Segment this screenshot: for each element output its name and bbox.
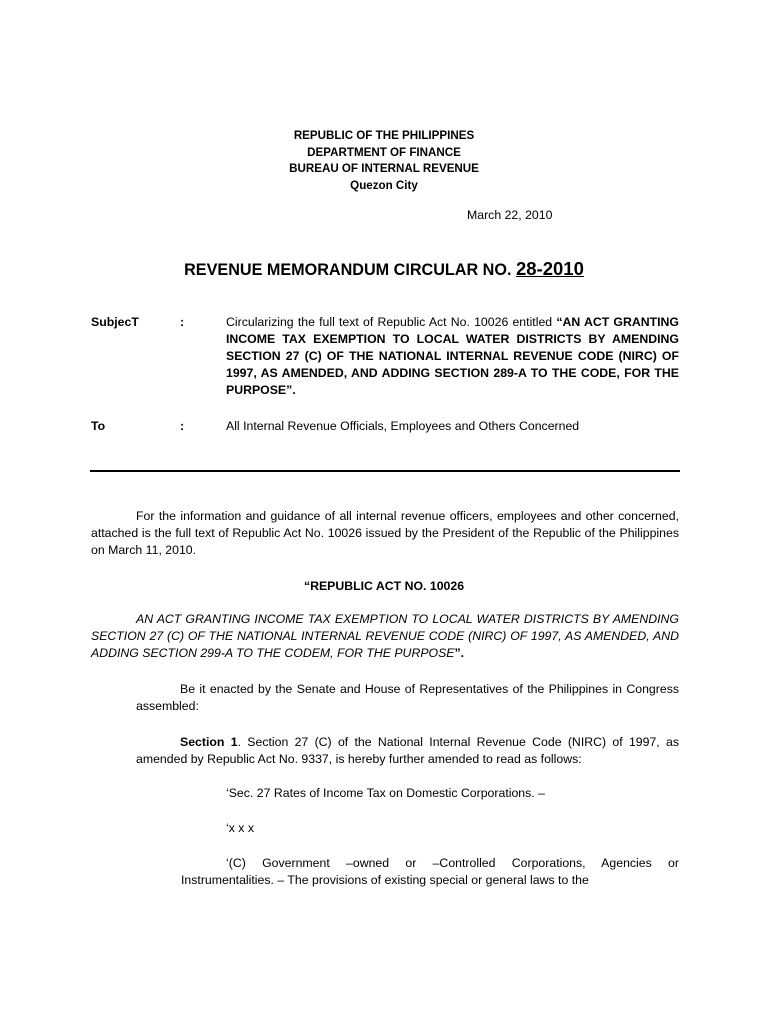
letterhead <box>0 128 768 194</box>
to-text: All Internal Revenue Officials, Employees and Others Concerned <box>226 419 580 433</box>
republic-act-title-tail: ”. <box>454 646 465 661</box>
letterhead-city: Quezon City <box>350 178 418 192</box>
republic-act-heading: “REPUBLIC ACT NO. 10026 <box>303 579 465 593</box>
subject-text-bold: “AN ACT GRANTING INCOME TAX EXEMPTION TO LOCAL WATER DISTRICTS BY AMENDING SECTION 27 (C) OF THE NATIONAL INTERNAL REVENUE CODE (NIRC) OF 1997, AS AMENDED, AND ADDING SECTION 289-A TO THE CODE, FOR THE PURPOSE”. <box>226 315 679 397</box>
to-colon: : <box>180 419 185 433</box>
gocc-paragraph: ‘(C) Government –owned or –Controlled Corporations, Agencies or Instrumentalities. – The provisions of existing special or general laws to the <box>181 856 679 888</box>
enacting-clause: Be it enacted by the Senate and House of Representatives of the Philippines in Congress assembled: <box>136 682 679 714</box>
header-divider <box>90 470 680 472</box>
subject-text-plain: Circularizing the full text of Republic Act No. 10026 entitled <box>226 315 553 329</box>
omission-marker: ‘x x x <box>226 821 255 835</box>
subject-label: SubjecT <box>91 315 139 329</box>
title-prefix: REVENUE MEMORANDUM CIRCULAR NO. <box>184 261 512 279</box>
subject-colon: : <box>180 315 185 329</box>
intro-paragraph: For the information and guidance of all internal revenue officers, employees and other concerned, attached is the full text of Republic Act No. 10026 issued by the President of the Republic of the Philippines on March 11, 2010. <box>91 509 679 558</box>
section-1-text: . Section 27 (C) of the National Internal Revenue Code (NIRC) of 1997, as amended by Republic Act No. 9337, is hereby further amended to read as follows: <box>136 735 679 767</box>
document-date: March 22, 2010 <box>467 208 553 222</box>
sec-27-heading: ‘Sec. 27 Rates of Income Tax on Domestic Corporations. – <box>226 786 545 800</box>
letterhead-department: DEPARTMENT OF FINANCE <box>307 145 461 159</box>
republic-act-title <box>91 611 679 663</box>
subject-text <box>226 314 679 399</box>
circular-number: 28-2010 <box>515 258 584 279</box>
republic-act-title-text: AN ACT GRANTING INCOME TAX EXEMPTION TO LOCAL WATER DISTRICTS BY AMENDING SECTION 27 (C) OF THE NATIONAL INTERNAL REVENUE CODE (NIRC) OF 1997, AS AMENDED, AND ADDING SECTION 299-A TO THE CODEM, FOR THE PURPOSE <box>91 612 679 661</box>
section-1-paragraph <box>136 734 679 768</box>
document-title <box>0 257 768 282</box>
section-1-label: Section 1 <box>180 735 238 749</box>
to-label: To <box>91 419 106 433</box>
letterhead-bureau: BUREAU OF INTERNAL REVENUE <box>289 162 479 175</box>
letterhead-republic: REPUBLIC OF THE PHILIPPINES <box>293 129 475 142</box>
